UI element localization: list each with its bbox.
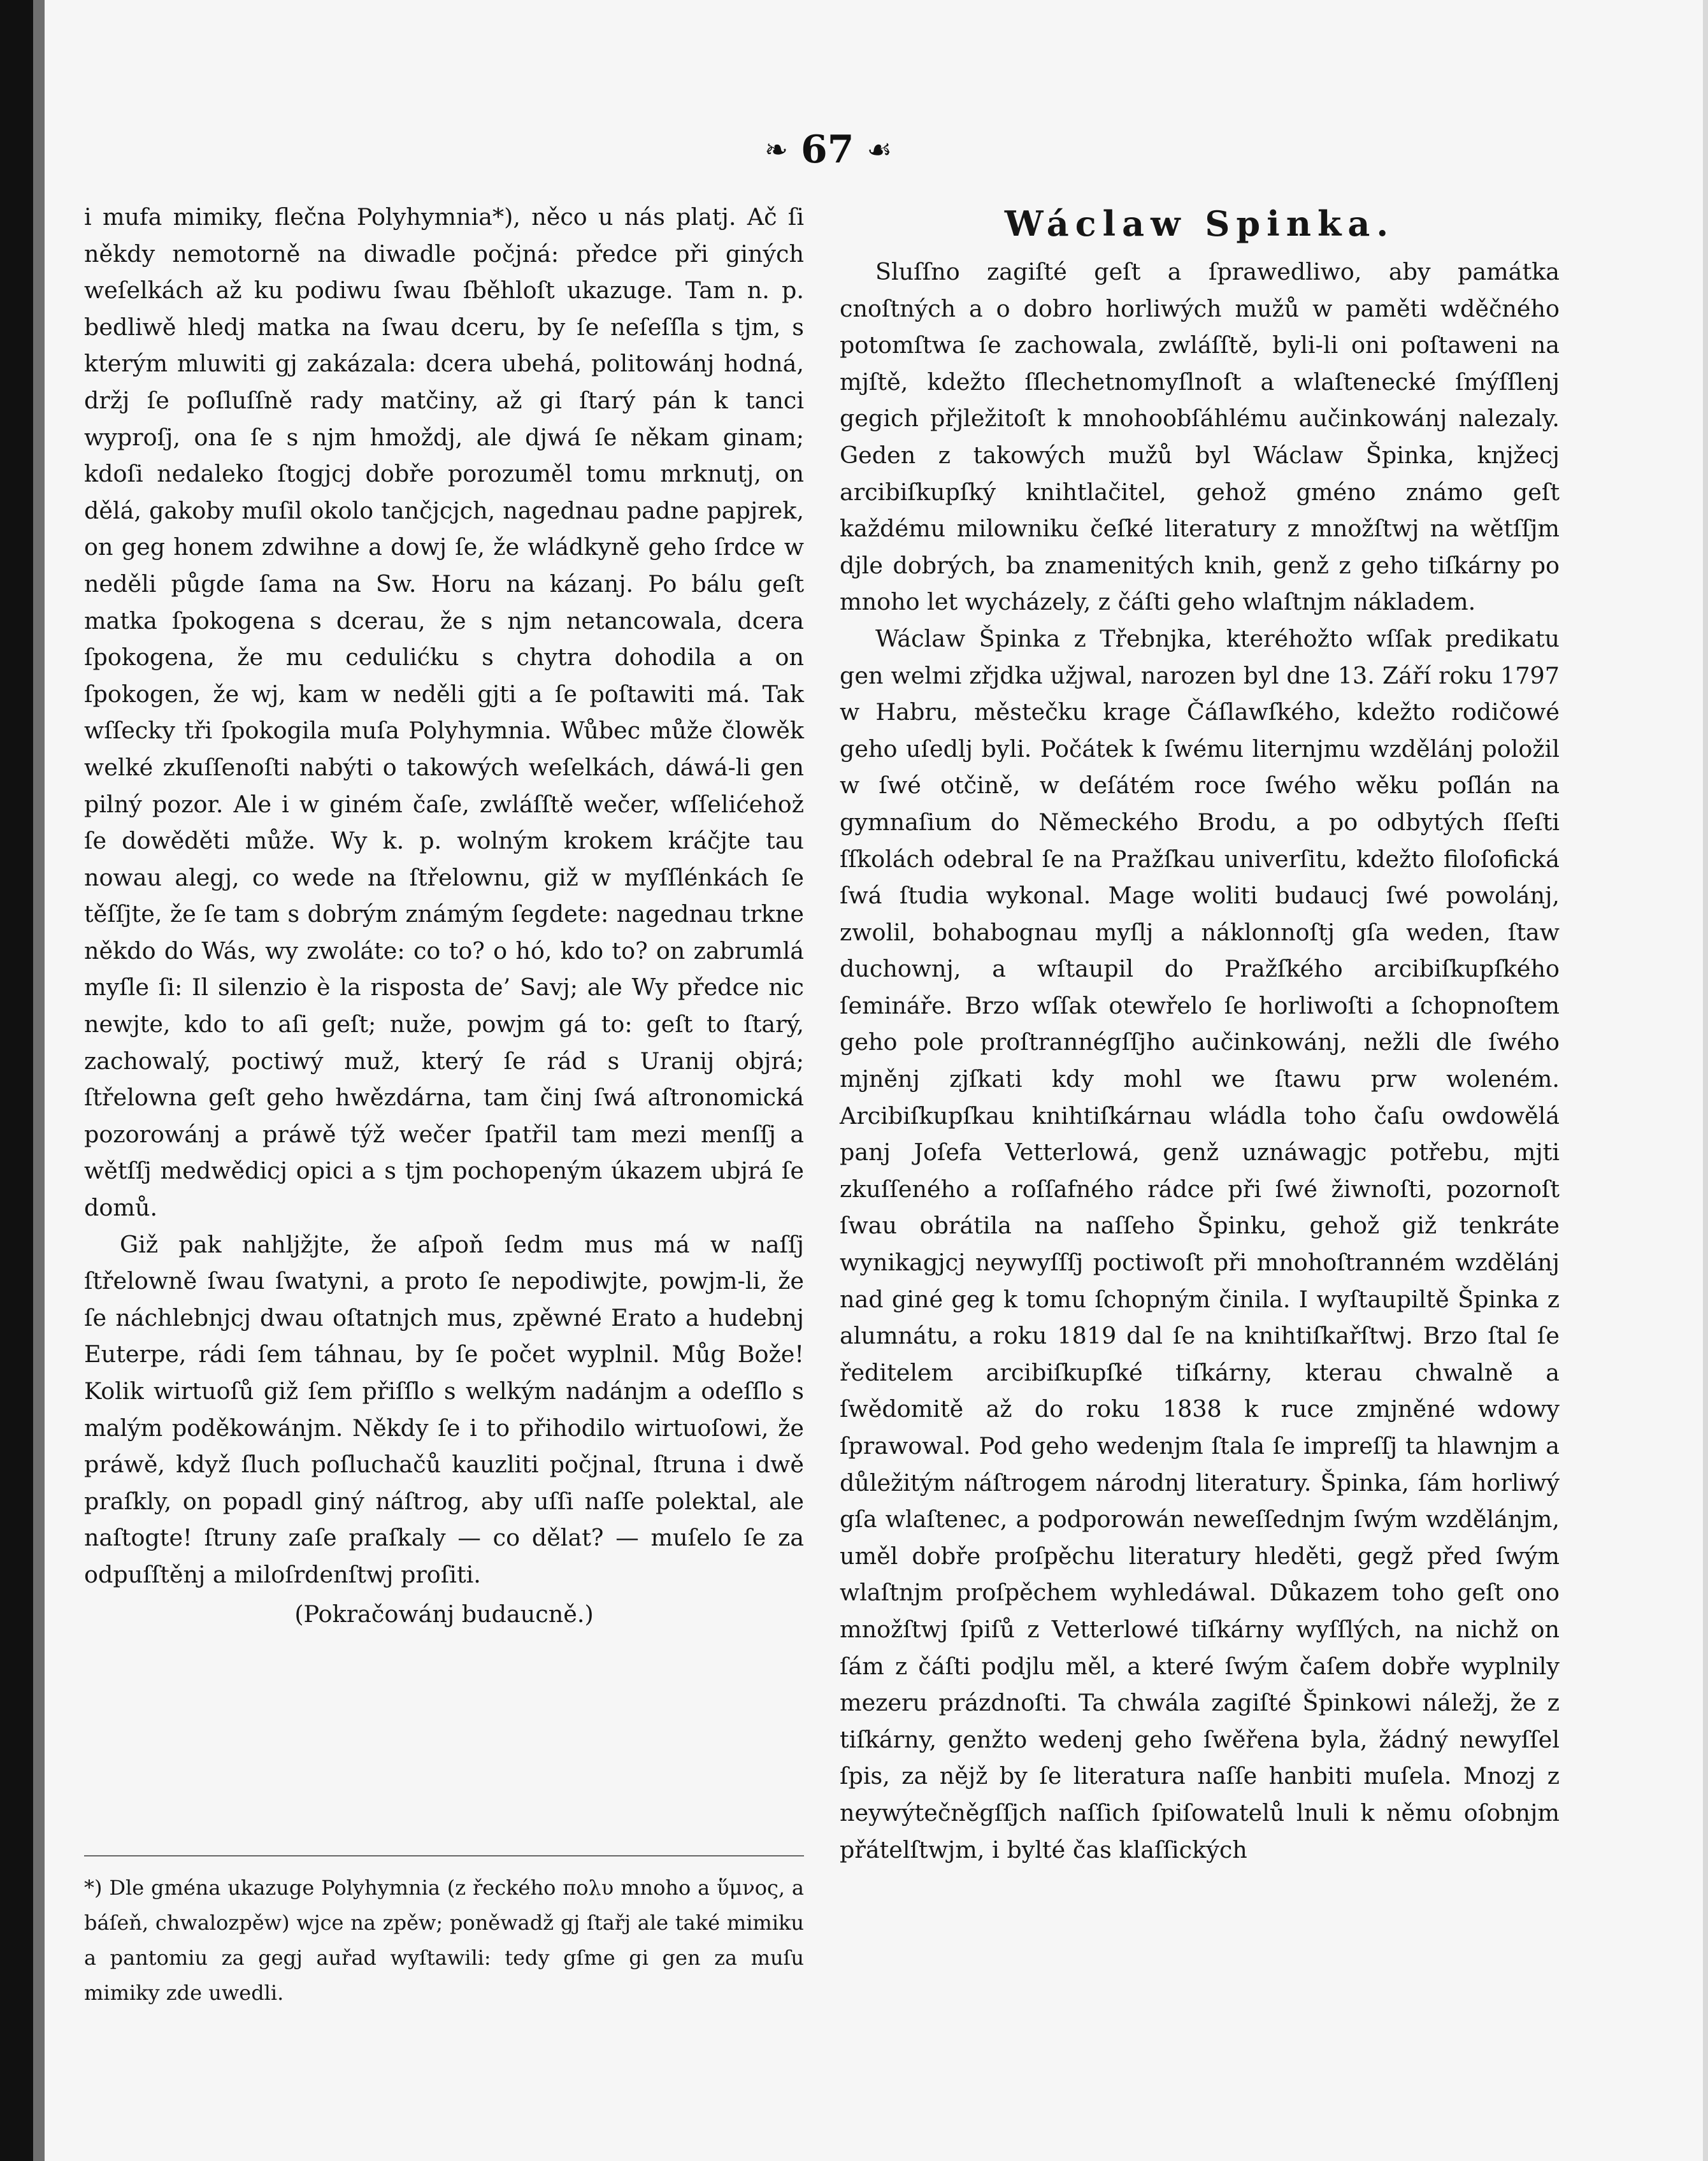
footnote [84,1870,804,2011]
footnote-text: *) Dle gména ukazuge Polyhymnia (z řeckého πολυ mnoho a ὕμνος, a báſeň, chwalozpěw) wjce na zpěw; poněwadž gj ſtařj ale také mimiku a pantomiu za gegj auřad wyſtawili: tedy gſme gi gen za muſu mimiky zde uwedli. [84,1876,804,2005]
left-paragraph-1: i mufa mimiky, flečna Polyhymnia*), něco u nás platj. Ač ſi někdy nemotorně na diwadle počjná: předce při giných weſelkách až ku podiwu ſwau ſběhloſt ukazuge. Tam n. p. bedliwě hledj matka na ſwau dceru, by ſe neſeſſla s tjm, s kterým mluwiti gj zakázala: dcera ubehá, politowánj hodná, držj ſe poſluſſně rady matčiny, až gi ſtarý pán k tanci wyproſj, ona ſe s njm hmoždj, ale djwá ſe někam ginam; kdoſi nedaleko ſtogjcj dobře porozuměl tomu mrknutj, on dělá, gakoby muſil okolo tančjcjch, nagednau padne papjrek, on geg honem zdwihne a dowj ſe, že wládkyně geho ſrdce w neděli půgde ſama na Sw. Horu na kázanj. Po bálu geſt matka ſpokogena s dcerau, že s njm netancowala, dcera ſpokogena, že mu cedulićku s chytra dohodila a on ſpokogen, že wj, kam w neděli gjti a ſe poſtawiti má. Tak wſſecky tři ſpokogila muſa Polyhymnia. Wůbec může člowěk welké zkuſſenoſti nabýti o takowých weſelkách, dáwá-li gen pilný pozor. Ale i w giném čaſe, zwláſſtě wečer, wſſelićehož ſe dowěděti může. Wy k. p. wolným krokem kráčjte tau nowau alegj, co wede na ſtřelownu, giž w myſſlénkách ſe těſſjte, že ſe tam s dobrým známým ſegdete: nagednau trkne někdo do Wás, wy zwoláte: co to? o hó, kdo to? on zabrumlá myſle ſi: Il silenzio è la risposta de’ Savj; ale Wy předce nic newjte, kdo to aſi geſt; nuže, powjm gá to: geſt to ſtarý, zachowalý, poctiwý muž, který ſe rád s Uranij objrá; ſtřelowna geſt geho hwězdárna, tam činj ſwá aſtronomická pozorowánj a práwě týž wečer ſpatřil tam mezi menſſj a wětſſj medwědicj opici a s tjm pochopeným úkazem ubjrá ſe domů. [84,203,804,1222]
left-paragraph-2: Giž pak nahljžjte, že aſpoň ſedm mus má w naſſj ſtřelowně ſwau ſwatyni, a proto ſe nepodiwjte, powjm-li, že ſe náchlebnjcj dwau oſtatnjch mus, zpěwné Erato a hudebnj Euterpe, rádi ſem táhnau, by ſe počet wyplnil. Můg Bože! Kolik wirtuoſů giž ſem přiſſlo s welkým nadánjm a odeſſlo s malým poděkowánjm. Někdy ſe i to přihodilo wirtuoſowi, že práwě, když ſluch poſluchačů kauzliti počjnal, ſtruna i dwě praſkly, on popadl giný náſtrog, aby uſſi naſſe polektal, ale naſtogte! ſtruny zaſe praſkaly — co dělat? — muſelo ſe za odpuſſtěnj a miloſrdenſtwj proſiti. [84,1230,804,1588]
page-header [720,121,937,178]
right-paragraph-1: Sluſſno zagiſté geſt a ſprawedliwo, aby památka cnoſtných a o dobro horliwých mužů w paměti wděčného potomſtwa ſe zachowala, zwláſſtě, byli-li oni poſtaweni na mjſtě, kdežto ſſlechetnomyſlnoſt a wlaſtenecké ſmýſſlenj gegich přjležitoſt k mnohoobſáhlému aučinkowánj nalezaly. Geden z takowých mužů byl Wáclaw Špinka, knjžecj arcibiſkupſký knihtlačitel, gehož gméno známo geſt každému milowniku čeſké literatury z množſtwj na wětſſjm djle dobrých, ba znamenitých knih, genž z geho tiſkárny po mnoho let wycházely, z čáſti geho wlaſtnjm nákladem. [840,258,1560,616]
article-title: Wáclaw Spinka. [1004,203,1395,244]
book-binding-edge [0,0,33,2161]
ornament-left-icon: ❧ [764,133,788,166]
page-gutter [33,0,45,2161]
right-column [840,199,1560,1868]
page-number: 67 [800,127,854,172]
footnote-rule [84,1855,804,1856]
left-column [84,199,804,1632]
ornament-right-icon: ☙ [866,133,892,166]
continuation-note: (Pokračowánj budaucně.) [294,1600,594,1628]
right-paragraph-2: Wáclaw Špinka z Třebnjka, kteréhožto wſſak predikatu gen welmi zřjdka užjwal, narozen byl dne 13. Září roku 1797 w Habru, městečku krage Čáſlawſkého, kdežto rodičowé geho uſedlj byli. Počátek k ſwému liternjmu wzdělánj položil w ſwé otčině, w deſátém roce ſwého wěku poſlán na gymnaſium do Německého Brodu, a po odbytých ſſeſti ſſkolách odebral ſe na Pražſkau univerſitu, kdežto filoſofická ſwá ſtudia wykonal. Mage woliti budaucj ſwé powolánj, zwolil, bohabognau myſlj a náklonnoſtj gſa weden, ſtaw duchownj, a wſtaupil do Pražſkého arcibiſkupſkého ſemináře. Brzo wſſak otewřelo ſe horliwoſti a ſchopnoſtem geho pole proſtrannégſſjho aučinkowánj, nežli dle ſwého mjněnj zjſkati kdy mohl we ſtawu prw woleném. Arcibiſkupſkau knihtiſkárnau wládla toho čaſu owdowělá panj Joſefa Vetterlowá, genž uznáwagjc potřebu, mjti zkuſſeného a roſſafného rádce při ſwé žiwnoſti, pozornoſt ſwau obrátila na naſſeho Špinku, gehož giž tenkráte wynikagjcj neywyſſſj poctiwoſt při mnohoſtranném wzdělánj nad giné geg k tomu ſchopným činila. I wyſtaupiltě Špinka z alumnátu, a roku 1819 dal ſe na knihtiſkařſtwj. Brzo ſtal ſe ředitelem arcibiſkupſké tiſkárny, kterau chwalně a ſwědomitě až do roku 1838 k ruce zmjněné wdowy ſprawowal. Pod geho wedenjm ſtala ſe impreſſj ta hlawnjm a důležitým náſtrogem národnj literatury. Špinka, ſám horliwý gſa wlaſtenec, a podporowán neweſſednjm ſwým wzdělánjm, uměl dobře proſpěchu literatury hleděti, gegž před ſwým wlaſtnjm proſpěchem wyhledáwal. Důkazem toho geſt ono množſtwj ſpiſů z Vetterlowé tiſkárny wyſſlých, na nichž on ſám z čáſti podjlu měl, a které ſwým čaſem dobře wyplnily mezeru prázdnoſti. Ta chwála zagiſté Špinkowi náležj, že z tiſkárny, genžto wedenj geho ſwěřena byla, žádný newyſſel ſpis, za nějž by ſe literatura naſſe hanbiti muſela. Mnozj z neywýtečněgſſjch naſſich ſpiſowatelů lnuli k němu oſobnjm přátelſtwjm, i bylté čas klaſſických [840,624,1560,1863]
page-edge [1703,0,1708,2161]
